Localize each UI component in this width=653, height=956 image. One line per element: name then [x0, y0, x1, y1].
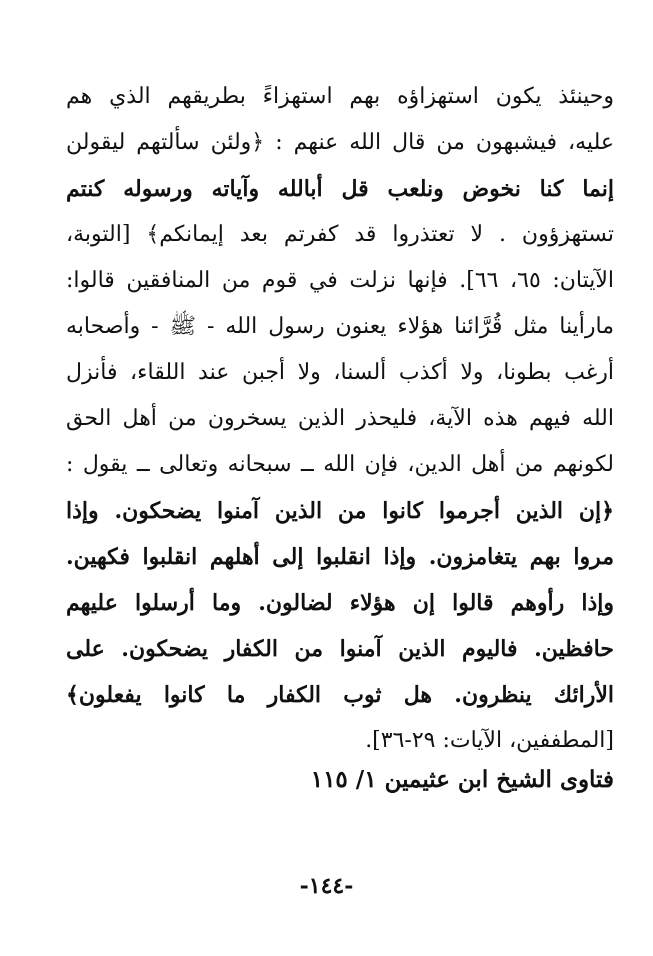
text-line: لكونهم من أهل الدين، فإن الله ــ سبحانه وتعالى ــ يقول : — [66, 452, 614, 477]
quran-text-line: ﴿إن الذين أجرموا كانوا من الذين آمنوا يضحكون. وإذا — [66, 498, 614, 524]
source-citation: فتاوى الشيخ ابن عثيمين ١/ ١١٥ — [310, 766, 614, 793]
text-line: الآيتان: ٦٥، ٦٦]. فإنها نزلت في قوم من المنافقين قالوا: — [66, 268, 614, 293]
text-line: تستهزؤون . لا تعتذروا قد كفرتم بعد إيمانكم﴾ [التوبة، — [66, 222, 614, 247]
text-line: الله فيهم هذه الآية، فليحذر الذين يسخرون من أهل الحق — [66, 406, 614, 431]
text-line: وحينئذ يكون استهزاؤه بهم استهزاءً بطريقهم الذي هم — [66, 84, 614, 109]
quran-text-line: الأرائك ينظرون. هل ثوب الكفار ما كانوا يفعلون﴾ — [66, 682, 614, 708]
quran-text-line: مروا بهم يتغامزون. وإذا انقلبوا إلى أهلهم انقلبوا فكهين. — [66, 544, 614, 570]
quran-text-line: حافظين. فاليوم الذين آمنوا من الكفار يضحكون. على — [66, 636, 614, 662]
text-line: مارأينا مثل قُرَّائنا هؤلاء يعنون رسول الله - ﷺ - وأصحابه — [66, 314, 614, 339]
quran-text-line: وإذا رأوهم قالوا إن هؤلاء لضالون. وما أرسلوا عليهم — [66, 590, 614, 616]
body-text — [66, 74, 614, 764]
quran-text-line: إنما كنا نخوض ونلعب قل أبالله وآياته ورسوله كنتم — [66, 176, 614, 202]
page-number: -١٤٤- — [299, 873, 354, 899]
reference-line: [المطففين، الآيات: ٢٩-٣٦]. — [365, 728, 614, 753]
text-line: أرغب بطونا، ولا أكذب ألسنا، ولا أجبن عند اللقاء، فأنزل — [66, 360, 614, 385]
text-line: عليه، فيشبهون من قال الله عنهم : ﴿ولئن سألتهم ليقولن — [66, 130, 614, 155]
